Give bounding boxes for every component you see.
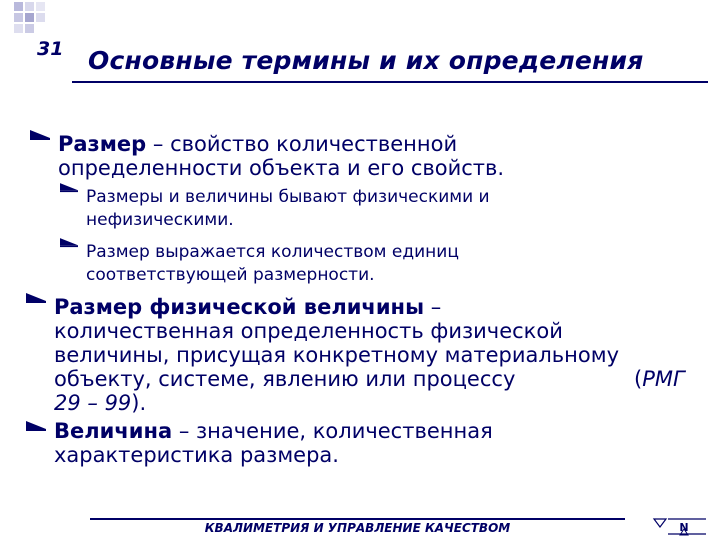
item-2-line-3: величины, присущая конкретному материальному: [54, 343, 620, 367]
reference-open-paren: (: [634, 367, 643, 391]
title-divider: [72, 81, 708, 83]
sub-bullet-arrow-icon: [60, 183, 78, 194]
item-2-line-1: [54, 294, 441, 320]
sub-bullet-arrow-icon: [60, 238, 78, 249]
subitem-2-line-1: Размер выражается количеством единиц: [86, 242, 459, 262]
slide-title: Основные термины и их определения: [88, 46, 644, 75]
footer-divider: [90, 518, 625, 520]
item-1-definition-start: – свойство количественной: [146, 132, 458, 156]
subitem-2-line-2: соответствующей размерности.: [86, 265, 375, 285]
footer-title: КВАЛИМЕТРИЯ И УПРАВЛЕНИЕ КАЧЕСТВОМ: [204, 521, 511, 535]
item-3-line-2: характеристика размера.: [54, 443, 339, 467]
item-2-line-4: объекту, системе, явлению или процессу: [54, 367, 516, 391]
item-2-term: Размер физической величины: [54, 295, 425, 319]
item-2-line-5: [54, 390, 146, 416]
corner-decoration: [0, 0, 60, 40]
item-1-line-2: определенности объекта и его свойств.: [58, 156, 505, 180]
bullet-arrow-icon: [26, 293, 46, 305]
bullet-arrow-icon: [30, 130, 50, 142]
nav-label: N: [679, 521, 689, 534]
item-3-line-1: [54, 418, 493, 444]
subitem-1-line-1: Размеры и величины бывают физическими и: [86, 187, 490, 207]
item-1-term: Размер: [58, 132, 147, 156]
item-2-reference-start: [634, 366, 685, 392]
bullet-arrow-icon: [26, 421, 46, 433]
item-3-term: Величина: [54, 419, 173, 443]
reference-close: ).: [131, 391, 147, 415]
item-2-definition-start: –: [424, 295, 442, 319]
reference-code: РМГ: [642, 367, 685, 391]
navigation-icon[interactable]: [652, 518, 708, 536]
reference-number: 29 – 99: [54, 391, 132, 415]
item-1-line-1: [58, 131, 457, 157]
item-2-line-2: количественная определенность физической: [54, 319, 563, 343]
subitem-1-line-2: нефизическими.: [86, 210, 234, 230]
item-3-definition-start: – значение, количественная: [172, 419, 493, 443]
slide-number: 31: [37, 38, 64, 60]
